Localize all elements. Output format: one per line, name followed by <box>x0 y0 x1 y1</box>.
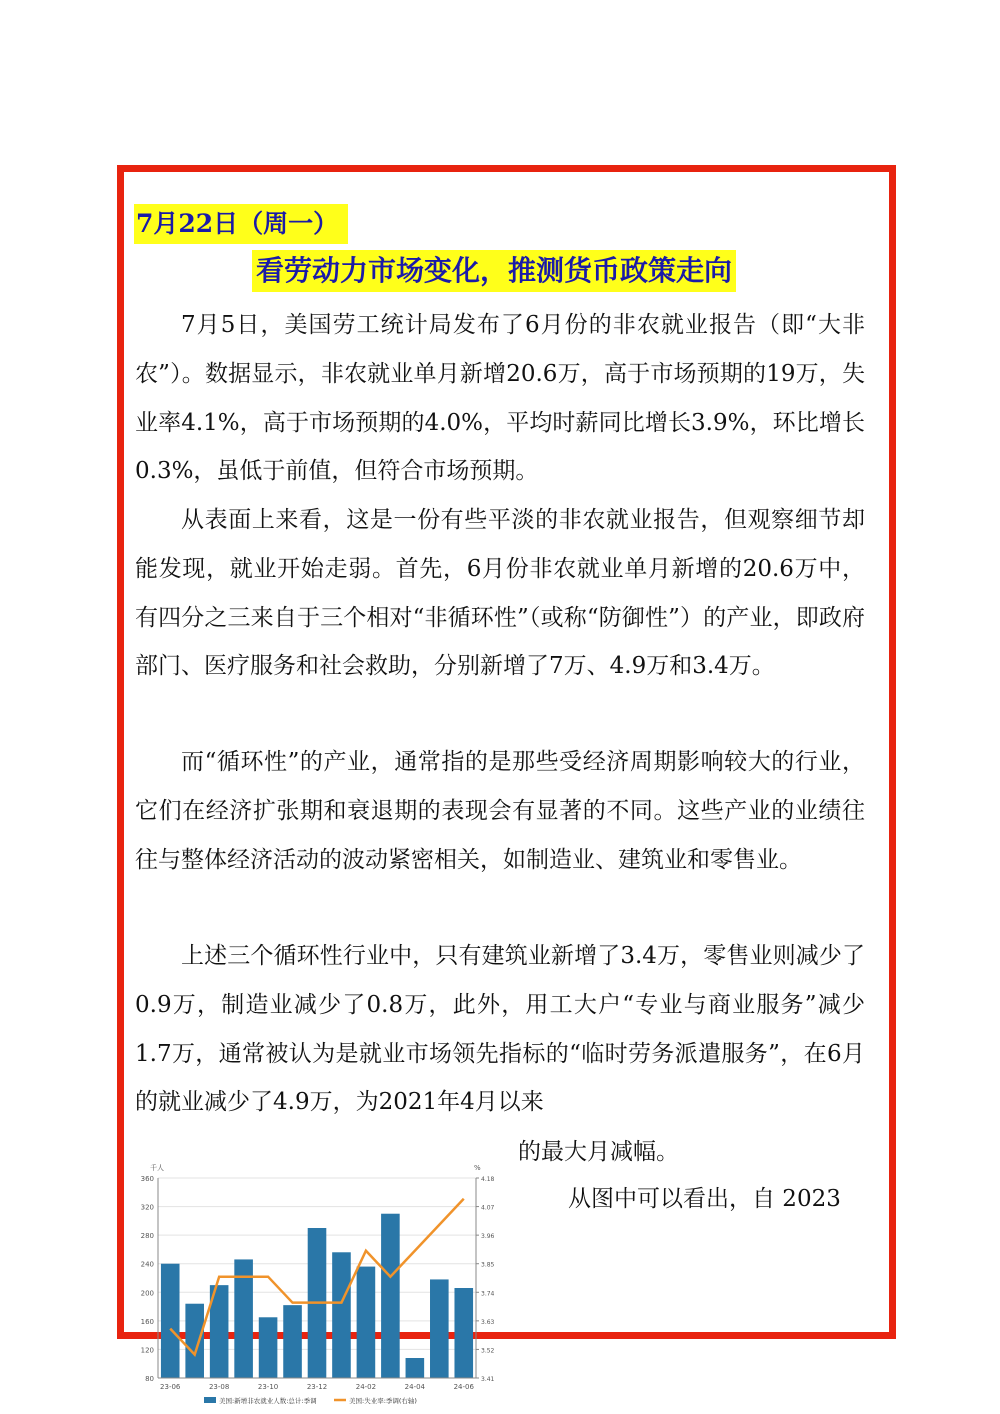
right-tick-label: 3.52 <box>481 1347 495 1355</box>
x-tick-label: 23-10 <box>257 1383 279 1391</box>
right-tick-label: 3.96 <box>481 1233 495 1241</box>
x-tick-label: 24-06 <box>453 1383 474 1391</box>
left-tick-label: 360 <box>140 1175 154 1183</box>
left-tick-label: 320 <box>140 1203 154 1212</box>
paragraph-3: 而“循环性”的产业，通常指的是那些受经济周期影响较大的行业，它们在经济扩张期和衰退期的表现会有显著的不同。这些产业的业绩往往与整体经济活动的波动紧密相关，如制造业、建筑业和零售业。 <box>135 749 865 873</box>
paragraph-4: 上述三个循环性行业中，只有建筑业新增了3.4万，零售业则减少了0.9万，制造业减少了0.8万，此外，用工大户“专业与商业服务”减少1.7万，通常被认为是就业市场领先指标的“临时劳务派遣服务”，在6月的就业减少了4.9万，为2021年4月以来 <box>135 943 865 1116</box>
paragraph-5-start: 从图中可以看出，自 2023 <box>568 1186 841 1212</box>
right-tick-label: 3.85 <box>481 1261 495 1269</box>
date-label: 7月22日（周一） <box>134 204 348 244</box>
bar <box>454 1288 473 1378</box>
right-tick-label: 3.41 <box>481 1376 495 1383</box>
bar <box>283 1305 302 1378</box>
x-tick-label: 23-06 <box>160 1383 181 1391</box>
right-tick-label: 3.74 <box>481 1290 495 1298</box>
left-tick-label: 80 <box>145 1375 154 1383</box>
x-tick-label: 24-04 <box>404 1383 426 1391</box>
bar <box>332 1252 351 1378</box>
left-tick-label: 200 <box>140 1289 154 1298</box>
left-tick-label: 240 <box>140 1260 154 1269</box>
paragraph-1: 7月5日，美国劳工统计局发布了6月份的非农就业报告（即“大非农”）。数据显示，非农就业单月新增20.6万，高于市场预期的19万，失业率4.1%，高于市场预期的4.0%，平均时薪同比增长3.9%，环比增长0.3%，虽低于前值，但符合市场预期。 <box>135 312 865 485</box>
bar <box>259 1317 278 1378</box>
left-unit: 千人 <box>150 1164 164 1172</box>
bar <box>185 1304 204 1378</box>
x-tick-label: 23-12 <box>306 1383 328 1391</box>
x-tick-label: 24-02 <box>355 1383 377 1391</box>
left-tick-label: 280 <box>140 1232 154 1241</box>
left-tick-label: 160 <box>140 1317 154 1326</box>
right-tick-label: 4.07 <box>481 1204 495 1212</box>
legend-label-line: 美国:失业率:季调(右轴) <box>349 1397 417 1405</box>
chart-legend <box>204 1396 417 1405</box>
right-tick-label: 4.18 <box>481 1176 495 1183</box>
right-unit: % <box>474 1164 481 1172</box>
payrolls-unemployment-chart <box>126 1158 510 1414</box>
bar <box>161 1264 180 1378</box>
article-title: 看劳动力市场变化，推测货币政策走向 <box>252 250 736 292</box>
bar <box>357 1267 376 1378</box>
paragraph-4-end: 的最大月减幅。 <box>518 1139 679 1165</box>
paragraph-2: 从表面上来看，这是一份有些平淡的非农就业报告，但观察细节却能发现，就业开始走弱。首先，6月份非农就业单月新增的20.6万中，有四分之三来自于三个相对“非循环性”（或称“防御性”）的产业，即政府部门、医疗服务和社会救助，分别新增了7万、4.9万和3.4万。 <box>135 507 865 680</box>
bar <box>381 1214 400 1378</box>
x-tick-label: 23-08 <box>208 1383 230 1391</box>
bar <box>430 1279 449 1378</box>
bar <box>406 1358 425 1378</box>
legend-swatch-bars <box>204 1397 216 1403</box>
left-tick-label: 120 <box>140 1346 154 1355</box>
legend-label-bars: 美国:新增非农就业人数:总计:季调 <box>219 1397 317 1405</box>
right-tick-label: 3.63 <box>481 1318 495 1326</box>
